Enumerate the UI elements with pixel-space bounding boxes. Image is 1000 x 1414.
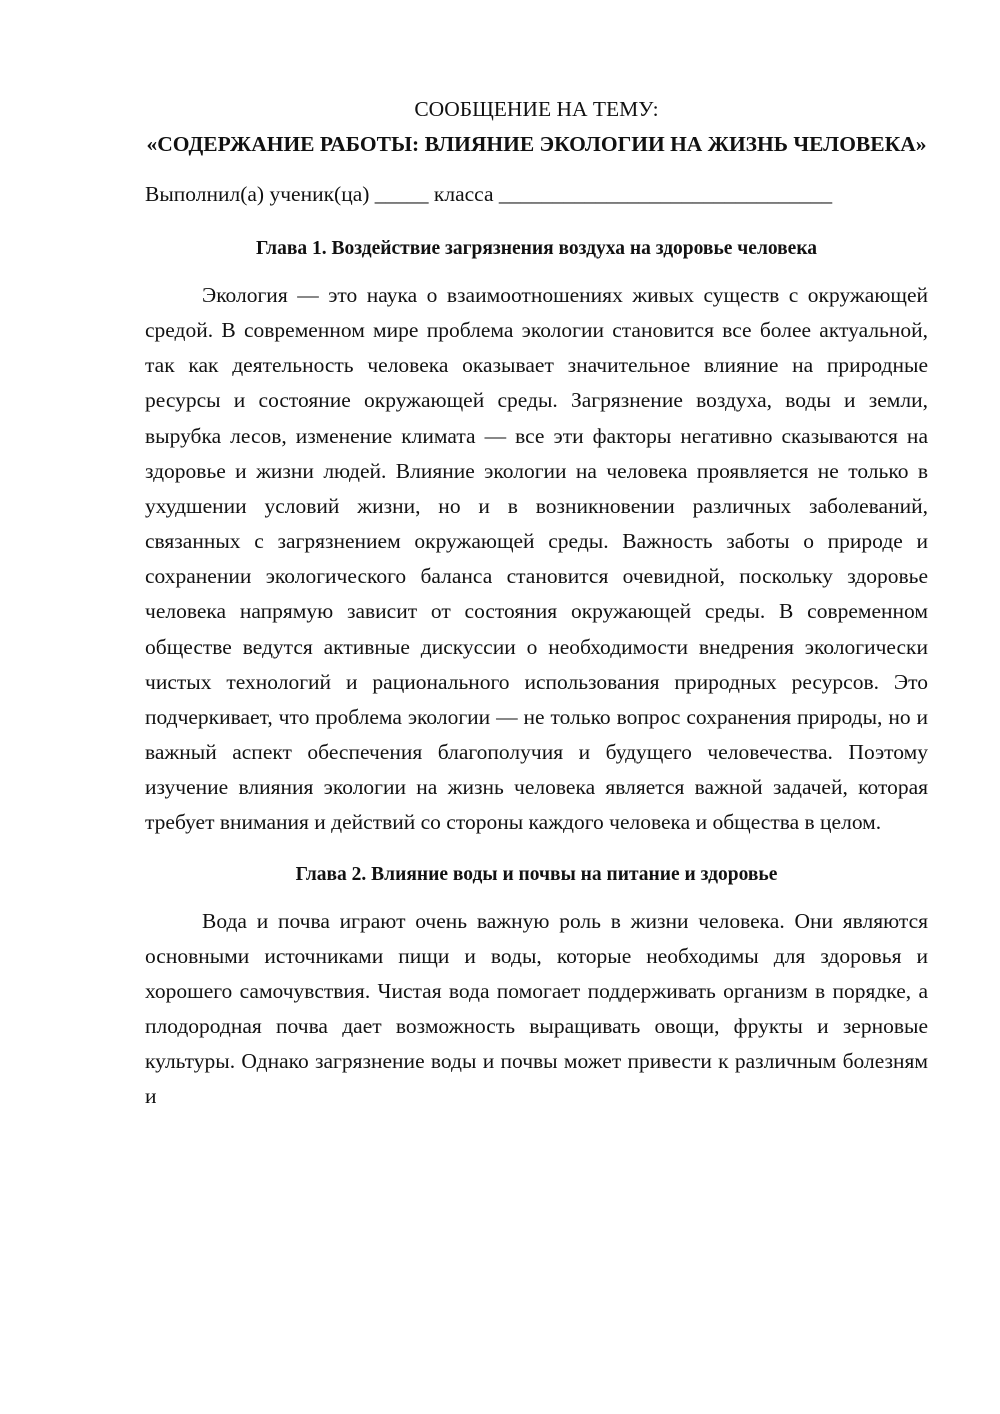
document-page bbox=[145, 92, 928, 1114]
chapter-2-heading: Глава 2. Влияние воды и почвы на питание и здоровье bbox=[295, 863, 778, 885]
document-caption: СООБЩЕНИЕ НА ТЕМУ: bbox=[414, 97, 659, 121]
author-line: Выполнил(а) ученик(ца) _____ класса _______________________________ bbox=[145, 182, 833, 206]
chapter-1-paragraph: Экология — это наука о взаимоотношениях живых существ с окружающей средой. В современном мире проблема экологии становится все более актуальной, так как деятельность человека оказывает значительное влияние на природные ресурсы и состояние окружающей среды. Загрязнение воздуха, воды и земли, вырубка лесов, изменение климата — все эти факторы негативно сказываются на здоровье и жизни людей. Влияние экологии на человека проявляется не только в ухудшении условий жизни, но и в возникновении различных заболеваний, связанных с загрязнением окружающей среды. Важность заботы о природе и сохранении экологического баланса становится очевидной, поскольку здоровье человека напрямую зависит от состояния окружающей среды. В современном обществе ведутся активные дискуссии о необходимости внедрения экологически чистых технологий и рационального использования природных ресурсов. Это подчеркивает, что проблема экологии — не только вопрос сохранения природы, но и важный аспект обеспечения благополучия и будущего человечества. Поэтому изучение влияния экологии на жизнь человека является важной задачей, которая требует внимания и действий со стороны каждого человека и общества в целом. bbox=[145, 283, 928, 835]
chapter-2-paragraph: Вода и почва играют очень важную роль в жизни человека. Они являются основными источниками пищи и воды, которые необходимы для здоровья и хорошего самочувствия. Чистая вода помогает поддерживать организм в порядке, а плодородная почва дает возможность выращивать овощи, фрукты и зерновые культуры. Однако загрязнение воды и почвы может привести к различным болезням и bbox=[145, 908, 928, 1109]
chapter-1-heading: Глава 1. Воздействие загрязнения воздуха на здоровье человека bbox=[255, 238, 818, 259]
document-title: «СОДЕРЖАНИЕ РАБОТЫ: ВЛИЯНИЕ ЭКОЛОГИИ НА ЖИЗНЬ ЧЕЛОВЕКА» bbox=[146, 132, 927, 156]
